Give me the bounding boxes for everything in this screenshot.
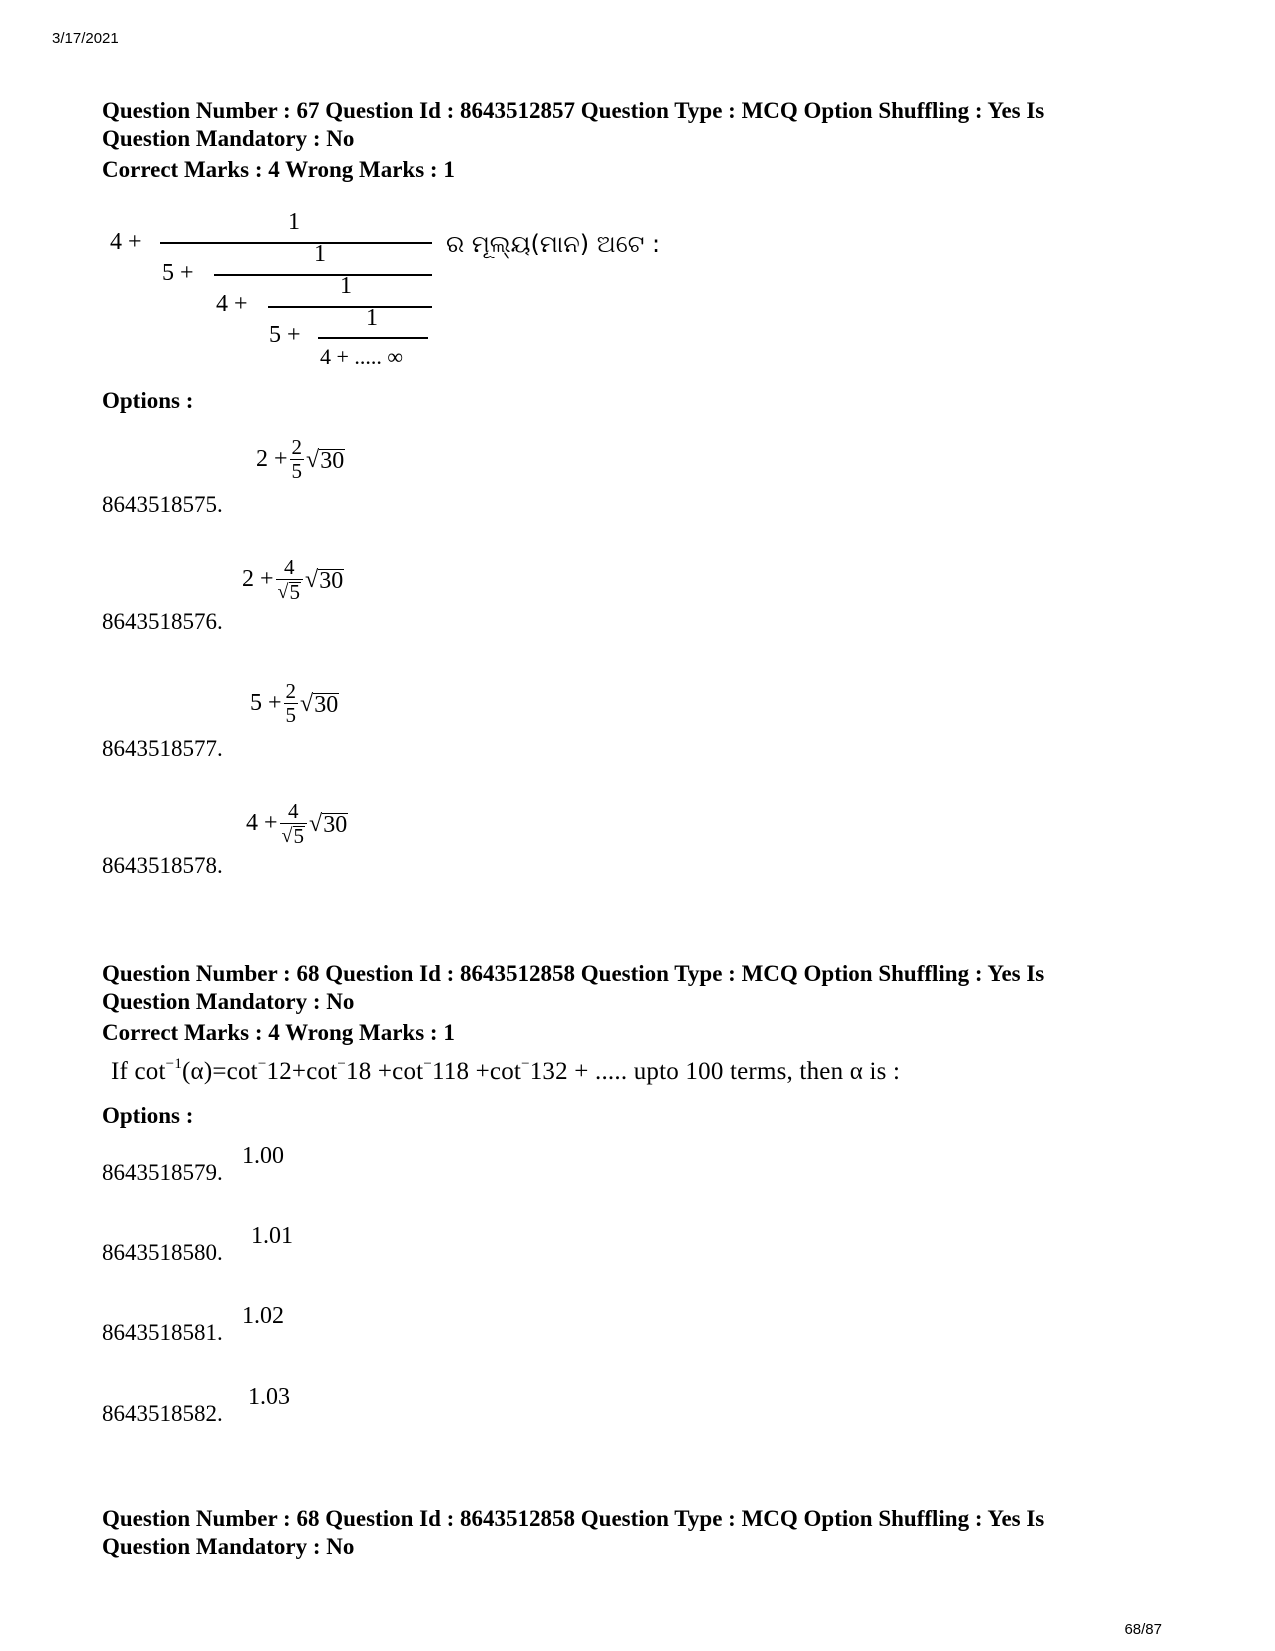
q67-odia-prompt: ର ମୂଲ୍ୟ(ମାନ) ଅଟେ : xyxy=(446,230,661,258)
option-lead: 5 + xyxy=(250,690,282,716)
cf-num-3: 1 xyxy=(340,273,352,299)
q68-option-4-id: 8643518582. xyxy=(102,1401,223,1426)
cf-term-2: 5 + xyxy=(162,260,194,286)
option-lead: 2 + xyxy=(256,446,288,472)
q67-options-label: Options : xyxy=(102,388,194,413)
q67-option-3-id: 8643518577. xyxy=(102,736,223,761)
cf-num-2: 1 xyxy=(314,241,326,267)
q68-meta-line1: Question Number : 68 Question Id : 8643512858 Question Type : MCQ Option Shuffling : Yes Is xyxy=(102,961,1045,986)
square-root: √ 30 xyxy=(309,810,348,838)
fraction: $\frac{2}{5}$ xyxy=(285,679,297,727)
q68-option-4-value: 1.03 xyxy=(248,1384,290,1410)
cf-bar-2 xyxy=(214,274,432,276)
q68-repeat-meta-line1: Question Number : 68 Question Id : 8643512858 Question Type : MCQ Option Shuffling : Yes Is xyxy=(102,1506,1045,1531)
q67-meta-line1: Question Number : 67 Question Id : 8643512857 Question Type : MCQ Option Shuffling : Yes Is xyxy=(102,98,1045,123)
q68-meta xyxy=(102,960,1202,1016)
q67-marks: Correct Marks : 4 Wrong Marks : 1 xyxy=(102,157,455,182)
option-lead: 4 + xyxy=(246,810,278,836)
q68-options-label: Options : xyxy=(102,1103,194,1128)
square-root: √ 5 xyxy=(281,824,305,848)
q68-option-1-id: 8643518579. xyxy=(102,1160,223,1185)
square-root: √ 30 xyxy=(306,446,345,474)
cf-bar-4 xyxy=(318,337,428,339)
cf-num-4: 1 xyxy=(366,305,378,331)
q67-option-4-formula xyxy=(246,800,348,847)
cf-bar-1 xyxy=(160,242,432,244)
q67-option-2-id: 8643518576. xyxy=(102,609,223,634)
q68-option-2-value: 1.01 xyxy=(251,1223,293,1249)
cf-bar-3 xyxy=(268,306,432,308)
fraction: 4 √ 5 xyxy=(280,800,307,847)
q67-option-1-id: 8643518575. xyxy=(102,492,223,517)
q67-continued-fraction xyxy=(0,0,1275,400)
q67-option-1-formula xyxy=(256,436,345,483)
cf-term-3: 4 + xyxy=(216,291,248,317)
q68-option-3-value: 1.02 xyxy=(242,1303,284,1329)
option-lead: 2 + xyxy=(242,566,274,592)
q67-option-3-formula xyxy=(250,680,339,727)
cf-term-1: 4 + xyxy=(110,229,142,255)
cf-tail: 4 + ..... ∞ xyxy=(320,344,404,369)
q68-repeat-meta xyxy=(102,1505,1202,1561)
q68-repeat-meta-line2: Question Mandatory : No xyxy=(102,1534,355,1559)
q68-option-1-value: 1.00 xyxy=(242,1143,284,1169)
q67-option-4-id: 8643518578. xyxy=(102,853,223,878)
fraction: $\frac{2}{5}$ xyxy=(291,435,303,483)
q67-meta-line2: Question Mandatory : No xyxy=(102,126,355,151)
q68-option-2-id: 8643518580. xyxy=(102,1240,223,1265)
square-root: √ 30 xyxy=(300,690,339,718)
page-number: 68/87 xyxy=(1124,1621,1162,1638)
cf-term-4: 5 + xyxy=(269,322,301,348)
q68-option-3-id: 8643518581. xyxy=(102,1320,223,1345)
q67-option-2-formula xyxy=(242,556,344,603)
print-date: 3/17/2021 xyxy=(52,30,119,47)
q68-question-text: If $\cot^{-1}(\alpha)=\cot^-12+\cot^-18 +\cot^-118 +\cot^-132$ + ..... upto 100 terms, then α is : xyxy=(111,1056,901,1085)
fraction: 4 √ 5 xyxy=(276,556,303,603)
q68-marks: Correct Marks : 4 Wrong Marks : 1 xyxy=(102,1020,455,1045)
q68-meta-line2: Question Mandatory : No xyxy=(102,989,355,1014)
cf-num-1: 1 xyxy=(288,209,300,235)
square-root: √ 5 xyxy=(277,580,301,604)
square-root: √ 30 xyxy=(305,566,344,594)
